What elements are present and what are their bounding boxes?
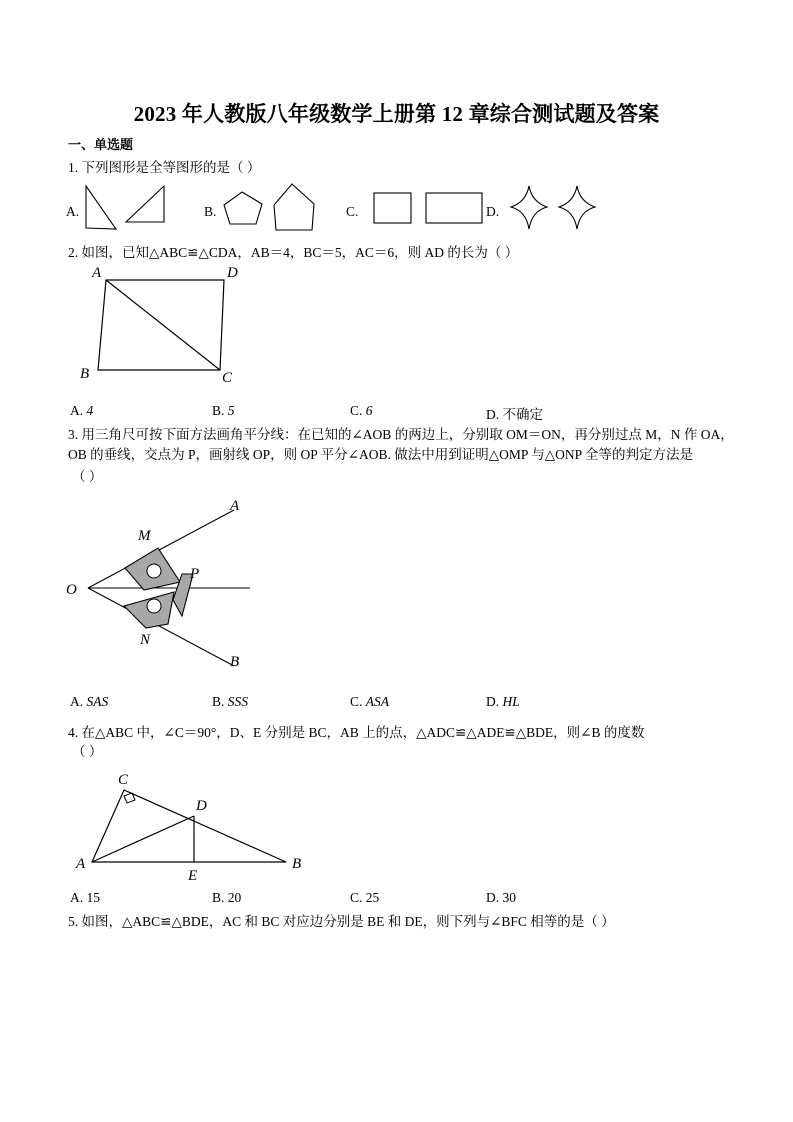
section-heading: 一、单选题: [68, 137, 134, 152]
option-b[interactable]: B. 20: [212, 890, 242, 905]
question-3-options: [0, 694, 680, 714]
vertex-label-b: B: [80, 366, 90, 382]
option-c-label: C.: [346, 204, 359, 219]
vertex-label-c: C: [222, 370, 233, 386]
triangle-abc-outline: [92, 790, 286, 862]
set-square-upper-hole: [147, 564, 161, 578]
point-label-p: P: [190, 566, 200, 582]
question-3-stem-line1: 3. 用三角尺可按下面方法画角平分线：在已知的∠AOB 的两边上，分别取 OM＝ON，再分别过点 M，N 作 OA，: [68, 427, 734, 442]
option-d[interactable]: D. 30: [486, 890, 516, 905]
question-3-stem-line3: （ ）: [72, 469, 103, 484]
question-5-stem: 5. 如图，△ABC≌△BDE，AC 和 BC 对应边分别是 BE 和 DE，则下列与∠BFC 相等的是（ ）: [68, 914, 615, 929]
rectangle-shape-2: [426, 193, 482, 223]
question-4-stem-line1: 4. 在△ABC 中，∠C＝90°，D、E 分别是 BC，AB 上的点，△ADC≌△ADE≌△BDE，则∠B 的度数: [68, 725, 645, 740]
page-title: 2023 年人教版八年级数学上册第 12 章综合测试题及答案: [133, 102, 660, 126]
set-square-lower-hole: [147, 599, 161, 613]
diagonal-ac: [106, 280, 220, 370]
option-b[interactable]: B. 5: [212, 403, 235, 418]
question-2-figure: [72, 266, 282, 384]
segment-ad: [92, 816, 194, 862]
star-shape-2: [559, 186, 595, 229]
option-c[interactable]: C. 6: [350, 403, 373, 418]
question-1-figure-row: [64, 182, 724, 234]
vertex-label-a: A: [92, 265, 102, 281]
question-4-figure: [74, 766, 324, 882]
question-4-stem-line2: （ ）: [72, 744, 103, 759]
question-2-stem: 2. 如图，已知△ABC≌△CDA，AB＝4，BC＝5，AC＝6，则 AD 的长为（ ）: [68, 245, 519, 260]
point-label-e: E: [188, 868, 198, 884]
option-c[interactable]: C. ASA: [350, 694, 390, 709]
point-label-a: A: [76, 856, 86, 872]
question-3-figure: [62, 496, 302, 668]
triangle-shape-1: [86, 186, 116, 229]
point-label-n: N: [140, 632, 151, 648]
star-shape-1: [511, 186, 547, 229]
point-label-b: B: [292, 856, 302, 872]
option-b[interactable]: B. SSS: [212, 694, 249, 709]
option-d[interactable]: D. HL: [486, 694, 520, 709]
option-a[interactable]: A. 4: [70, 403, 94, 418]
option-c[interactable]: C. 25: [350, 890, 380, 905]
option-b-label: B.: [204, 204, 217, 219]
point-label-a: A: [230, 498, 240, 514]
point-label-o: O: [66, 582, 77, 598]
triangle-shape-2: [126, 186, 164, 222]
pentagon-shape-1: [224, 192, 262, 224]
question-3-stem-line2: OB 的垂线，交点为 P，画射线 OP，则 OP 平分∠AOB. 做法中用到证明△OMP 与△ONP 全等的判定方法是: [68, 447, 693, 462]
question-2-options: [0, 403, 680, 423]
point-label-m: M: [138, 528, 151, 544]
question-4-options: [0, 890, 680, 910]
option-a-label: A.: [66, 204, 80, 219]
parallelogram-outline: [98, 280, 224, 370]
rectangle-shape-1: [374, 193, 411, 223]
option-d-label: D.: [486, 204, 500, 219]
vertex-label-d: D: [227, 265, 238, 281]
option-a[interactable]: A. SAS: [70, 694, 109, 709]
point-label-c: C: [118, 772, 129, 788]
point-label-d: D: [196, 798, 207, 814]
option-d[interactable]: D. 不确定: [486, 407, 543, 422]
point-label-b: B: [230, 654, 240, 670]
pentagon-shape-2: [274, 184, 314, 230]
question-1-stem: 1. 下列图形是全等图形的是（ ）: [68, 160, 261, 175]
option-a[interactable]: A. 15: [70, 890, 100, 905]
